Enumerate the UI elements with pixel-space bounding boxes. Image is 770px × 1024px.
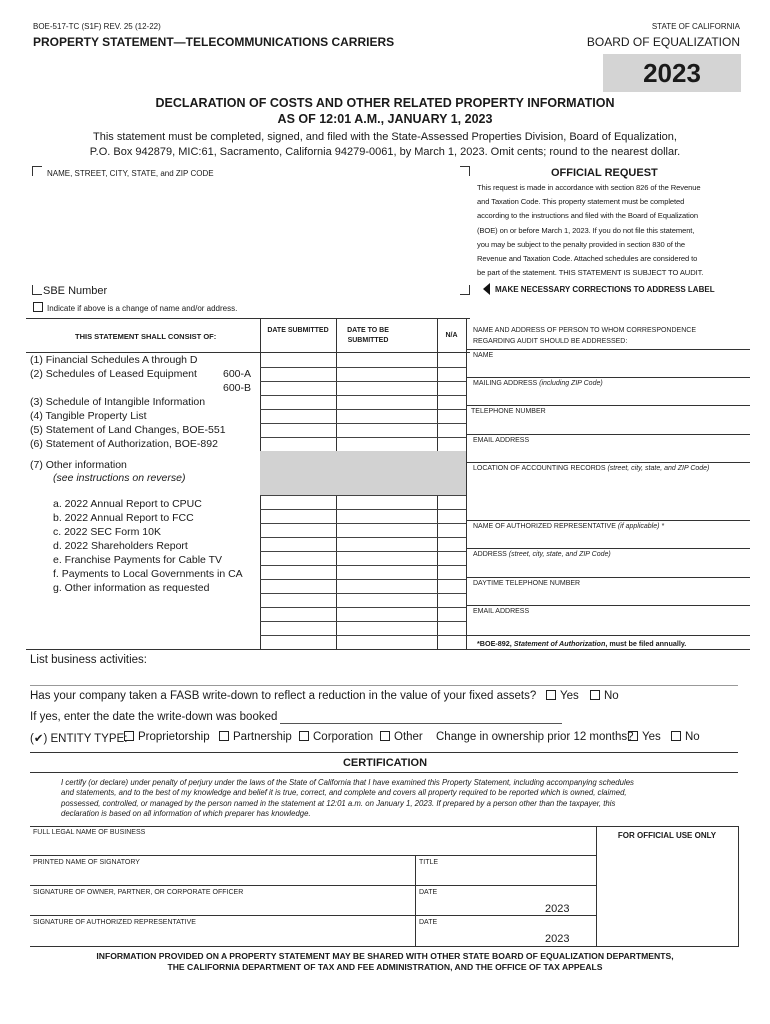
other-item-f: f. Payments to Local Governments in CA bbox=[53, 568, 243, 580]
fasb-yes-checkbox[interactable] bbox=[546, 690, 556, 700]
declaration-intro-2: P.O. Box 942879, MIC:61, Sacramento, California 94279-0061, by March 1, 2023. Omit cents; round to the nearest dollar. bbox=[89, 146, 681, 158]
fasb-question: Has your company taken a FASB write-down to reflect a reduction in the value of your fixed assets? bbox=[30, 690, 537, 702]
other-item-d: d. 2022 Shareholders Report bbox=[53, 540, 188, 552]
request-line: you may be subject to the penalty provided in section 830 of the bbox=[477, 239, 686, 249]
schedule-item-4: (4) Tangible Property List bbox=[30, 410, 147, 422]
location-label: LOCATION OF ACCOUNTING RECORDS bbox=[473, 465, 606, 472]
location-records-label bbox=[473, 465, 709, 472]
corporation-checkbox[interactable] bbox=[299, 731, 309, 741]
ownership-no-label: No bbox=[685, 731, 700, 743]
fasb-yes-label: Yes bbox=[560, 690, 579, 702]
entity-proprietorship[interactable] bbox=[124, 731, 210, 743]
address-change-checkbox[interactable] bbox=[33, 302, 43, 312]
boe892-footnote bbox=[477, 639, 686, 648]
other-item-b: b. 2022 Annual Report to FCC bbox=[53, 512, 194, 524]
schedule-item-5: (5) Statement of Land Changes, BOE-551 bbox=[30, 424, 226, 436]
address-corner-bl bbox=[32, 285, 42, 295]
entity-other[interactable] bbox=[380, 731, 423, 743]
corporation-label: Corporation bbox=[313, 731, 374, 743]
official-request-text bbox=[477, 181, 742, 280]
daytime-phone-label: DAYTIME TELEPHONE NUMBER bbox=[473, 580, 581, 587]
ownership-no-checkbox[interactable] bbox=[671, 731, 681, 741]
schedule-item-1: (1) Financial Schedules A through D bbox=[30, 354, 198, 366]
form-title: PROPERTY STATEMENT—TELECOMMUNICATIONS CARRIERS bbox=[33, 35, 395, 49]
form-id: BOE-517-TC (S1F) REV. 25 (12-22) bbox=[33, 22, 161, 31]
mailing-label: MAILING ADDRESS bbox=[473, 380, 538, 387]
footnote-italic: Statement of Authorization bbox=[513, 639, 606, 648]
entity-type-label: (✔) ENTITY TYPE: bbox=[30, 733, 128, 745]
other-item-e: e. Franchise Payments for Cable TV bbox=[53, 554, 223, 566]
corrections-note: MAKE NECESSARY CORRECTIONS TO ADDRESS LABEL bbox=[495, 285, 715, 294]
declaration-title-1: DECLARATION OF COSTS AND OTHER RELATED PROPERTY INFORMATION bbox=[155, 96, 615, 110]
schedule-600b: 600-B bbox=[223, 382, 252, 394]
schedule-item-6: (6) Statement of Authorization, BOE-892 bbox=[30, 438, 218, 450]
address-corner-tl bbox=[32, 166, 42, 176]
contact-name-label: NAME bbox=[473, 352, 494, 359]
address-label: NAME, STREET, CITY, STATE, and ZIP CODE bbox=[47, 169, 214, 178]
fasb-yes[interactable] bbox=[546, 690, 579, 702]
mailing-note: (including ZIP Code) bbox=[539, 380, 603, 387]
title-label: TITLE bbox=[419, 859, 439, 866]
footnote-end: , must be filed annually. bbox=[605, 639, 687, 648]
address-corner-tr bbox=[460, 166, 470, 176]
cert-line: declaration is based on all information of which preparer has knowledge. bbox=[61, 809, 311, 819]
address-change-label: Indicate if above is a change of name and/or address. bbox=[47, 304, 238, 313]
fasb-no-label: No bbox=[604, 690, 619, 702]
auth-rep-text: NAME OF AUTHORIZED REPRESENTATIVE bbox=[473, 523, 616, 530]
mailing-address-label bbox=[473, 380, 603, 387]
address-change-row[interactable] bbox=[33, 302, 237, 313]
schedule-item-2: (2) Schedules of Leased Equipment bbox=[30, 368, 197, 380]
schedule-600a: 600-A bbox=[223, 368, 252, 380]
ownership-no[interactable] bbox=[671, 731, 700, 743]
left-arrow-icon bbox=[483, 283, 490, 295]
sig-rep-year: 2023 bbox=[545, 933, 570, 945]
cert-line: possessed, controlled, or managed by the person named in the statement at 12:01 a.m. on January 1, 2023. If prepared by a person other than the taxpayer, this bbox=[61, 798, 616, 808]
certification-title: CERTIFICATION bbox=[342, 757, 428, 769]
declaration-intro-1: This statement must be completed, signed, and filed with the State-Assessed Properties Division, Board of Equalization, bbox=[93, 131, 677, 143]
sig-rep-label: SIGNATURE OF AUTHORIZED REPRESENTATIVE bbox=[33, 919, 196, 926]
email-label: EMAIL ADDRESS bbox=[473, 437, 530, 444]
declaration-title-2: AS OF 12:01 A.M., JANUARY 1, 2023 bbox=[277, 112, 493, 126]
request-line: and Taxation Code. This property statement must be completed bbox=[477, 197, 685, 207]
proprietorship-label: Proprietorship bbox=[138, 731, 210, 743]
cert-line: and statements, and to the best of my knowledge and belief it is true, correct, and complete and covers all property required to be reported which is owned, claimed, bbox=[61, 788, 627, 798]
other-item-a: a. 2022 Annual Report to CPUC bbox=[53, 498, 202, 510]
full-legal-name-label: FULL LEGAL NAME OF BUSINESS bbox=[33, 829, 146, 836]
partnership-checkbox[interactable] bbox=[219, 731, 229, 741]
rep-email-label: EMAIL ADDRESS bbox=[473, 608, 530, 615]
ownership-yes-label: Yes bbox=[642, 731, 661, 743]
other-label: Other bbox=[394, 731, 423, 743]
rep-address-note: (street, city, state, and ZIP Code) bbox=[508, 551, 611, 558]
see-instructions: (see instructions on reverse) bbox=[53, 472, 186, 484]
other-checkbox[interactable] bbox=[380, 731, 390, 741]
cert-line: I certify (or declare) under penalty of perjury under the laws of the State of California that I have examined this Property Statement, including accompanying schedules bbox=[61, 778, 634, 787]
rep-address-text: ADDRESS bbox=[473, 551, 507, 558]
state-label: STATE OF CALIFORNIA bbox=[651, 22, 740, 31]
consist-header: THIS STATEMENT SHALL CONSIST OF: bbox=[75, 332, 217, 341]
footer-line-1: INFORMATION PROVIDED ON A PROPERTY STATEMENT MAY BE SHARED WITH OTHER STATE BOARD OF EQUALIZATION DEPARTMENTS, bbox=[96, 951, 674, 961]
col-date-to-be-submitted: DATE TO BE SUBMITTED bbox=[347, 327, 389, 344]
sig-rep-date-label: DATE bbox=[419, 919, 438, 926]
request-line: (BOE) on or before March 1, 2023. If you do not file this statement, bbox=[477, 225, 695, 235]
rep-address-label bbox=[473, 551, 611, 558]
writedown-date-label: If yes, enter the date the write-down was booked bbox=[30, 711, 278, 723]
col-date-submitted: DATE SUBMITTED bbox=[267, 327, 329, 334]
request-line: This request is made in accordance with section 826 of the Revenue bbox=[477, 183, 701, 192]
request-line: be part of the statement. THIS STATEMENT IS SUBJECT TO AUDIT. bbox=[477, 268, 704, 278]
sbe-number-label: SBE Number bbox=[43, 285, 108, 297]
sig-owner-date-label: DATE bbox=[419, 889, 438, 896]
contact-header-line: REGARDING AUDIT SHOULD BE ADDRESSED: bbox=[473, 338, 628, 345]
contact-header-line: NAME AND ADDRESS OF PERSON TO WHOM CORRESPONDENCE bbox=[473, 327, 696, 334]
request-line: Revenue and Taxation Code. Attached schedules are considered to bbox=[477, 254, 698, 264]
request-line: according to the instructions and filed with the Board of Equalization bbox=[477, 211, 698, 221]
auth-rep-note: (if applicable) * bbox=[617, 523, 665, 530]
shaded-cell bbox=[260, 451, 466, 495]
entity-partnership[interactable] bbox=[219, 731, 292, 743]
auth-rep-label bbox=[473, 523, 664, 530]
year-box: 2023 bbox=[603, 54, 741, 92]
other-item-c: c. 2022 SEC Form 10K bbox=[53, 526, 161, 538]
sig-owner-year: 2023 bbox=[545, 903, 570, 915]
fasb-no[interactable] bbox=[590, 690, 619, 702]
schedule-item-3: (3) Schedule of Intangible Information bbox=[30, 396, 206, 408]
sig-owner-label: SIGNATURE OF OWNER, PARTNER, OR CORPORATE OFFICER bbox=[33, 889, 244, 896]
official-use-label: FOR OFFICIAL USE ONLY bbox=[617, 831, 717, 840]
entity-corporation[interactable] bbox=[299, 731, 373, 743]
business-activities-label: List business activities: bbox=[30, 654, 147, 666]
address-corner-br bbox=[460, 285, 470, 295]
board-label: BOARD OF EQUALIZATION bbox=[586, 35, 740, 49]
other-item-g: g. Other information as requested bbox=[53, 582, 210, 594]
footer-line-2: THE CALIFORNIA DEPARTMENT OF TAX AND FEE ADMINISTRATION, AND THE OFFICE OF TAX APPEALS bbox=[167, 962, 603, 972]
proprietorship-checkbox[interactable] bbox=[124, 731, 134, 741]
ownership-yes-checkbox[interactable] bbox=[628, 731, 638, 741]
official-request-title: OFFICIAL REQUEST bbox=[551, 167, 658, 179]
schedule-item-7: (7) Other information bbox=[30, 459, 127, 471]
contact-header bbox=[473, 325, 696, 347]
telephone-label: TELEPHONE NUMBER bbox=[471, 408, 546, 415]
certification-text bbox=[61, 778, 721, 820]
partnership-label: Partnership bbox=[233, 731, 292, 743]
footnote-star: *BOE-892, bbox=[477, 639, 514, 648]
ownership-change-label: Change in ownership prior 12 months? bbox=[436, 731, 634, 743]
location-note: (street, city, state, and ZIP Code) bbox=[607, 465, 710, 472]
printed-name-label: PRINTED NAME OF SIGNATORY bbox=[33, 859, 140, 866]
col-na: N/A bbox=[445, 332, 458, 339]
writedown-date-field[interactable] bbox=[280, 723, 562, 724]
ownership-yes[interactable] bbox=[628, 731, 661, 743]
fasb-no-checkbox[interactable] bbox=[590, 690, 600, 700]
